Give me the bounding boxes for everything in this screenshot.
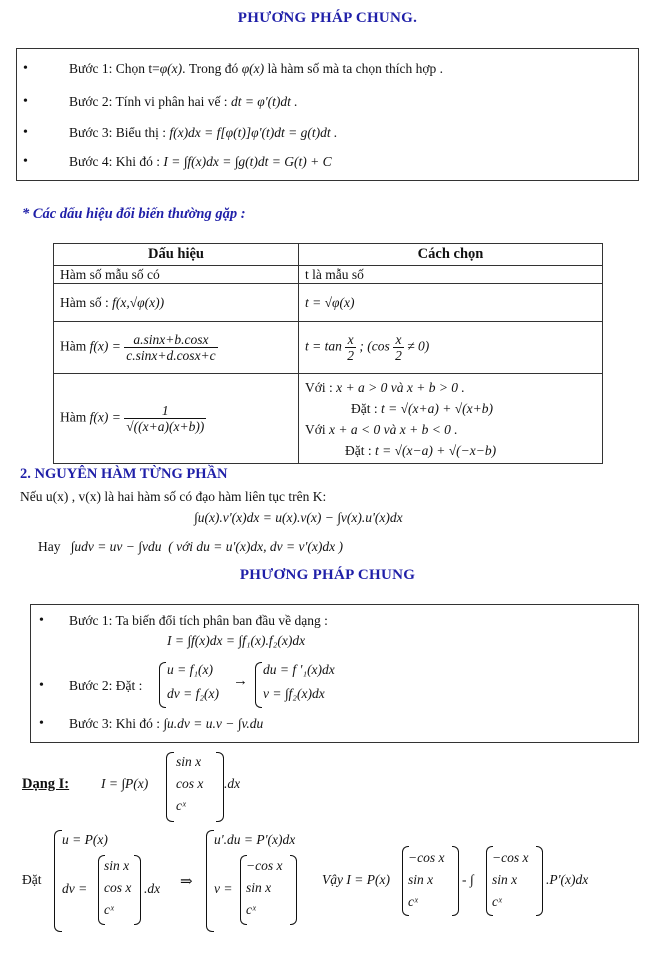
option-item: −cos x bbox=[246, 858, 283, 873]
bullet: • bbox=[39, 678, 44, 693]
option-item: sin x bbox=[246, 880, 272, 895]
table-cell bbox=[299, 284, 603, 322]
fraction-numerator: a.sinx+b.cosx bbox=[124, 332, 217, 348]
fraction-numerator: 1 bbox=[124, 403, 206, 419]
bullet: • bbox=[23, 61, 28, 76]
step1-math2: φ(x) bbox=[241, 61, 265, 76]
fraction-denominator: 2 bbox=[347, 348, 354, 363]
cell-line bbox=[305, 440, 596, 461]
step2-label: Bước 2: Tính vi phân hai vế : bbox=[69, 94, 231, 109]
method-box bbox=[16, 48, 639, 181]
table-cell bbox=[299, 374, 603, 464]
cell-math: x + a > 0 và x + b > 0 . bbox=[336, 379, 465, 395]
hay-math: ∫udv = uv − ∫vdu bbox=[70, 539, 162, 554]
cell-label: Với : bbox=[305, 379, 337, 395]
option-item: −cos x bbox=[492, 850, 529, 865]
dang1-integral: I = ∫P(x) bbox=[101, 776, 149, 791]
option-item: cos x bbox=[104, 880, 132, 895]
step1-math: φ(x) bbox=[159, 61, 183, 76]
left-brace bbox=[54, 830, 62, 932]
col-header-signs: Dấu hiệu bbox=[54, 244, 299, 266]
left-brace bbox=[206, 830, 214, 932]
step4-label: Bước 4: Khi đó : bbox=[69, 154, 164, 169]
step2-math: dt = φ'(t)dt . bbox=[230, 94, 298, 109]
step3-label: Bước 3: Biểu thị : bbox=[69, 125, 170, 140]
dang1-label: Dạng I: bbox=[22, 776, 70, 792]
step1 bbox=[69, 61, 443, 77]
fraction-denominator: c.sinx+d.cosx+c bbox=[126, 348, 216, 363]
parts-step2-v: v = ∫f₂(x)dx bbox=[263, 686, 325, 701]
fraction-numerator: x bbox=[345, 332, 356, 348]
parts-step3-label: Bước 3: Khi đó : bbox=[69, 716, 164, 731]
vay-label: Vậy I = P(x) bbox=[322, 872, 390, 887]
bullet: • bbox=[39, 613, 44, 628]
right-brace bbox=[134, 855, 141, 925]
option-item: cˣ bbox=[492, 894, 502, 909]
option-item: sin x bbox=[104, 858, 130, 873]
bullet: • bbox=[23, 94, 28, 109]
table-cell: t là mẫu số bbox=[299, 266, 603, 284]
bullet: • bbox=[23, 125, 28, 140]
step1-rest2: là hàm số mà ta chọn thích hợp . bbox=[264, 61, 443, 76]
step3 bbox=[69, 125, 337, 141]
option-item: cos x bbox=[176, 776, 204, 791]
parts-step3 bbox=[69, 716, 263, 732]
step4 bbox=[69, 154, 332, 170]
cell-math: ; (cos bbox=[359, 338, 390, 354]
section1-title: PHƯƠNG PHÁP CHUNG. bbox=[237, 10, 418, 26]
cell-label: Hàm bbox=[60, 409, 90, 425]
option-item: cˣ bbox=[176, 798, 186, 813]
parts-formula: ∫u(x).v'(x)dx = u(x).v(x) − ∫v(x).u'(x)dx bbox=[194, 510, 403, 525]
option-item: cˣ bbox=[104, 902, 114, 917]
step1-rest: . Trong đó bbox=[182, 61, 242, 76]
cell-line bbox=[305, 419, 596, 440]
cell-math: t = tan bbox=[305, 338, 342, 354]
cell-math: t = √φ(x) bbox=[305, 294, 355, 310]
parts-method-box bbox=[30, 604, 639, 743]
step3-math: f(x)dx = f[φ(t)]φ'(t)dt = g(t)dt . bbox=[169, 125, 338, 140]
step1-label: Bước 1: Chọn t= bbox=[69, 61, 160, 76]
parts-step3-math: ∫u.dv = u.v − ∫v.du bbox=[163, 716, 264, 731]
right-brace bbox=[290, 855, 297, 925]
signs-table bbox=[53, 243, 603, 464]
table-cell bbox=[54, 284, 299, 322]
section2-intro: Nếu u(x) , v(x) là hai hàm số có đạo hàm liên tục trên K: bbox=[20, 489, 327, 504]
parts-step2: Bước 2: Đặt : bbox=[69, 678, 143, 693]
cell-math: f(x) = bbox=[89, 409, 121, 425]
cell-label: Hàm số : bbox=[60, 294, 113, 310]
du-eq: u'.du = P'(x)dx bbox=[214, 832, 296, 847]
cell-math: t = √(x−a) + √(−x−b) bbox=[375, 442, 497, 458]
cell-math: ≠ 0) bbox=[407, 338, 430, 354]
u-eq: u = P(x) bbox=[62, 832, 108, 847]
parts-step2-du: du = f '₁(x)dx bbox=[263, 662, 335, 677]
step4-math: I = ∫f(x)dx = ∫g(t)dt = G(t) + C bbox=[163, 154, 332, 169]
hay-note: ( với du = u'(x)dx, dv = v'(x)dx ) bbox=[168, 539, 343, 554]
step2 bbox=[69, 94, 298, 110]
right-brace bbox=[216, 752, 224, 822]
cell-label: Đặt : bbox=[351, 400, 381, 416]
implies-icon: ⇒ bbox=[180, 874, 193, 890]
fraction bbox=[345, 332, 356, 363]
fraction bbox=[124, 403, 206, 434]
option-item: sin x bbox=[408, 872, 434, 887]
col-header-choice: Cách chọn bbox=[299, 244, 603, 266]
parts-step1: Bước 1: Ta biến đổi tích phân ban đầu về dạng : bbox=[69, 613, 328, 628]
minus-integral: - ∫ bbox=[462, 872, 474, 887]
hay-label: Hay bbox=[38, 539, 61, 554]
dat-label: Đặt bbox=[22, 872, 42, 887]
left-brace bbox=[159, 662, 166, 708]
dx-label: .dx bbox=[144, 881, 161, 896]
parts-step2-dv: dv = f₂(x) bbox=[167, 686, 220, 701]
fraction bbox=[393, 332, 404, 363]
right-brace bbox=[452, 846, 459, 916]
v-eq: v = bbox=[214, 881, 233, 896]
table-cell bbox=[54, 374, 299, 464]
section2-title: 2. NGUYÊN HÀM TỪNG PHẦN bbox=[20, 466, 228, 482]
fraction-denominator: √((x+a)(x+b)) bbox=[126, 419, 205, 434]
hay-line bbox=[38, 539, 343, 555]
table-cell bbox=[54, 322, 299, 374]
fraction-denominator: 2 bbox=[395, 348, 402, 363]
bullet: • bbox=[39, 716, 44, 731]
cell-label: Với bbox=[305, 421, 330, 437]
bullet: • bbox=[23, 154, 28, 169]
parts-step2-u: u = f₁(x) bbox=[167, 662, 214, 677]
parts-step1-math: I = ∫f(x)dx = ∫f₁(x).f₂(x)dx bbox=[167, 633, 306, 648]
dx-label: .dx bbox=[224, 776, 241, 791]
table-cell: Hàm số mẫu số có bbox=[54, 266, 299, 284]
option-item: sin x bbox=[492, 872, 518, 887]
option-item: −cos x bbox=[408, 850, 445, 865]
cell-label: Hàm bbox=[60, 338, 90, 354]
left-brace bbox=[255, 662, 262, 708]
cell-line bbox=[305, 398, 596, 419]
right-brace bbox=[536, 846, 543, 916]
fraction bbox=[124, 332, 217, 363]
table-cell bbox=[299, 322, 603, 374]
dv-eq: dv = bbox=[62, 881, 88, 896]
cell-math: f(x,√φ(x)) bbox=[112, 294, 165, 310]
cell-math: f(x) = bbox=[89, 338, 121, 354]
arrow-icon: → bbox=[233, 673, 248, 689]
left-brace bbox=[166, 752, 174, 822]
option-item: sin x bbox=[176, 754, 202, 769]
tail-label: .P'(x)dx bbox=[546, 872, 589, 887]
fraction-numerator: x bbox=[393, 332, 404, 348]
cell-math: t = √(x+a) + √(x+b) bbox=[381, 400, 493, 416]
option-item: cˣ bbox=[246, 902, 256, 917]
cell-label: Đặt : bbox=[345, 442, 375, 458]
method-title: PHƯƠNG PHÁP CHUNG bbox=[239, 567, 416, 583]
signs-heading: * Các dấu hiệu đổi biến thường gặp : bbox=[22, 206, 246, 222]
cell-math: x + a < 0 và x + b < 0 . bbox=[329, 421, 458, 437]
option-item: cˣ bbox=[408, 894, 418, 909]
cell-line bbox=[305, 377, 596, 398]
